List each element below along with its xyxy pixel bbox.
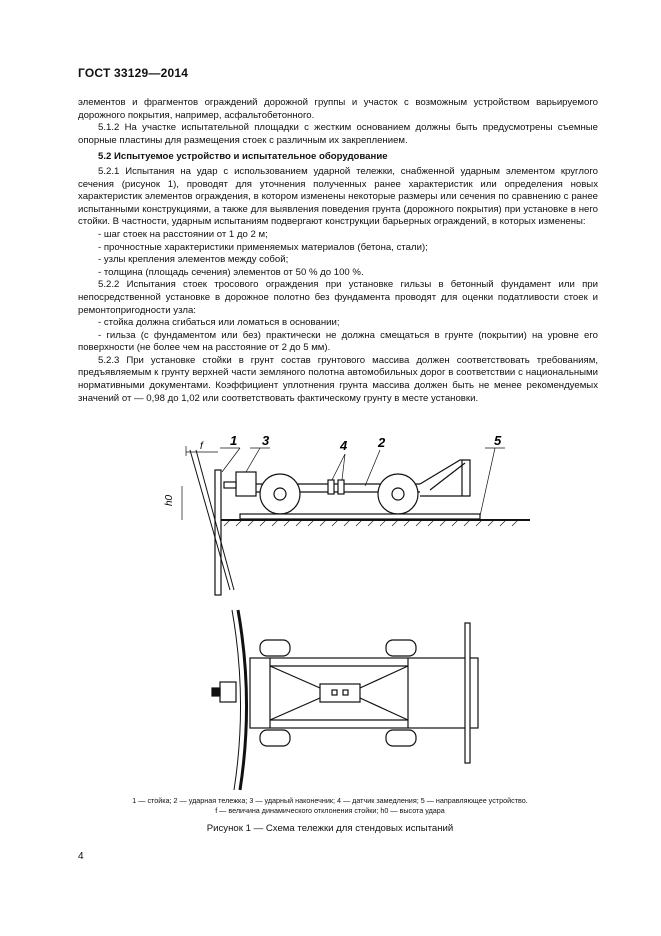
figure-legend: f — величина динамического отклонения стойки; h0 — высота удара [215,806,445,815]
impact-head-plan [220,682,236,702]
guide-device [240,514,480,519]
list-item: - шаг стоек на расстоянии от 1 до 2 м; [98,228,268,240]
wheel-plan [260,640,290,656]
paragraph: 5.1.2 На участке испытательной площадки с жестким основанием должны быть предусмотрены съемные опорные пластины для размещения стоек с различным их закреплением. [78,122,598,146]
label-5: 5 [494,433,502,448]
label-3: 3 [262,433,270,448]
page-number: 4 [78,851,84,862]
body-text [78,97,598,405]
wheel-front [260,474,300,514]
paragraph-5-2-1: 5.2.1 Испытания на удар с использованием ударной тележки, снабженной ударным элементом круглого сечения (рисунок 1), проводят для уточнения полученных ранее характеристик или определения новых характеристик элементов ограждения, в котором изменены некоторые размеры или сечения по сравнению с ранее испытанными конструкциями, а также для выявления поведения грунта (дорожного покрытия) при установке в него стойки. В частности, ударным испытаниям подвергают конструкции барьерных ограждений, в которых изменены: [78,165,598,228]
label-2: 2 [378,435,386,450]
guide-plan [465,623,470,763]
trolley-diagram [150,430,550,792]
paragraph-5-2-3: 5.2.3 При установке стойки в грунт состав грунтового массива должен соответствовать требованиям, предъявляемым к грунту верхней части земляного полотна автомобильных дорог в соответствии с национальными нормативными документами. Коэффициент уплотнения грунта массива должен быть не менее рекомендуемых значений от — 0,98 до 1,02 или соответствовать фактическому грунту в месте установки. [78,354,598,404]
sensor [328,480,334,494]
figure-title: Рисунок 1 — Схема тележки для стендовых испытаний [206,823,454,834]
figure-legend: 1 — стойка; 2 — ударная тележка; 3 — ударный наконечник; 4 — датчик замедления; 5 — направляющее устройство. [132,796,528,805]
list-item: - узлы крепления элементов между собой; [98,254,289,266]
label-4: 4 [340,438,348,453]
figure-1 [150,430,550,797]
label-h0: h0 [164,494,175,506]
label-1: 1 [230,433,238,448]
list-item: - прочностные характеристики применяемых материалов (бетона, стали); [98,241,428,253]
document-code: ГОСТ 33129—2014 [78,66,189,80]
section-title: 5.2 Испытуемое устройство и испытательное оборудование [98,151,388,163]
label-f: f [200,441,203,452]
impact-head [236,472,256,496]
paragraph: элементов и фрагментов ограждений дорожной группы и участок с возможным устройством варьируемого дорожного покрытия, например, асфальтобетонного. [78,97,598,121]
list-item: - гильза (с фундаментом или без) практически не должна смещаться в грунте (покрытии) на уровне его поверхности (не более чем на расстояние от 2 до 5 мм). [78,329,598,354]
sensor-plan [320,684,360,702]
post-plan-curve [238,610,247,790]
wheel-rear [378,474,418,514]
list-item: - стойка должна сгибаться или ломаться в основании; [98,317,340,329]
paragraph-5-2-2: 5.2.2 Испытания стоек тросового ограждения при установке гильзы в бетонный фундамент или при непосредственной установке в дорожное полотно без фундамента проводят для оценки податливости стоек и ремонтопригодности узла: [78,279,598,316]
trolley-frame-plan [250,658,478,728]
list-item: - толщина (площадь сечения) элементов от 50 % до 100 %. [98,266,364,278]
